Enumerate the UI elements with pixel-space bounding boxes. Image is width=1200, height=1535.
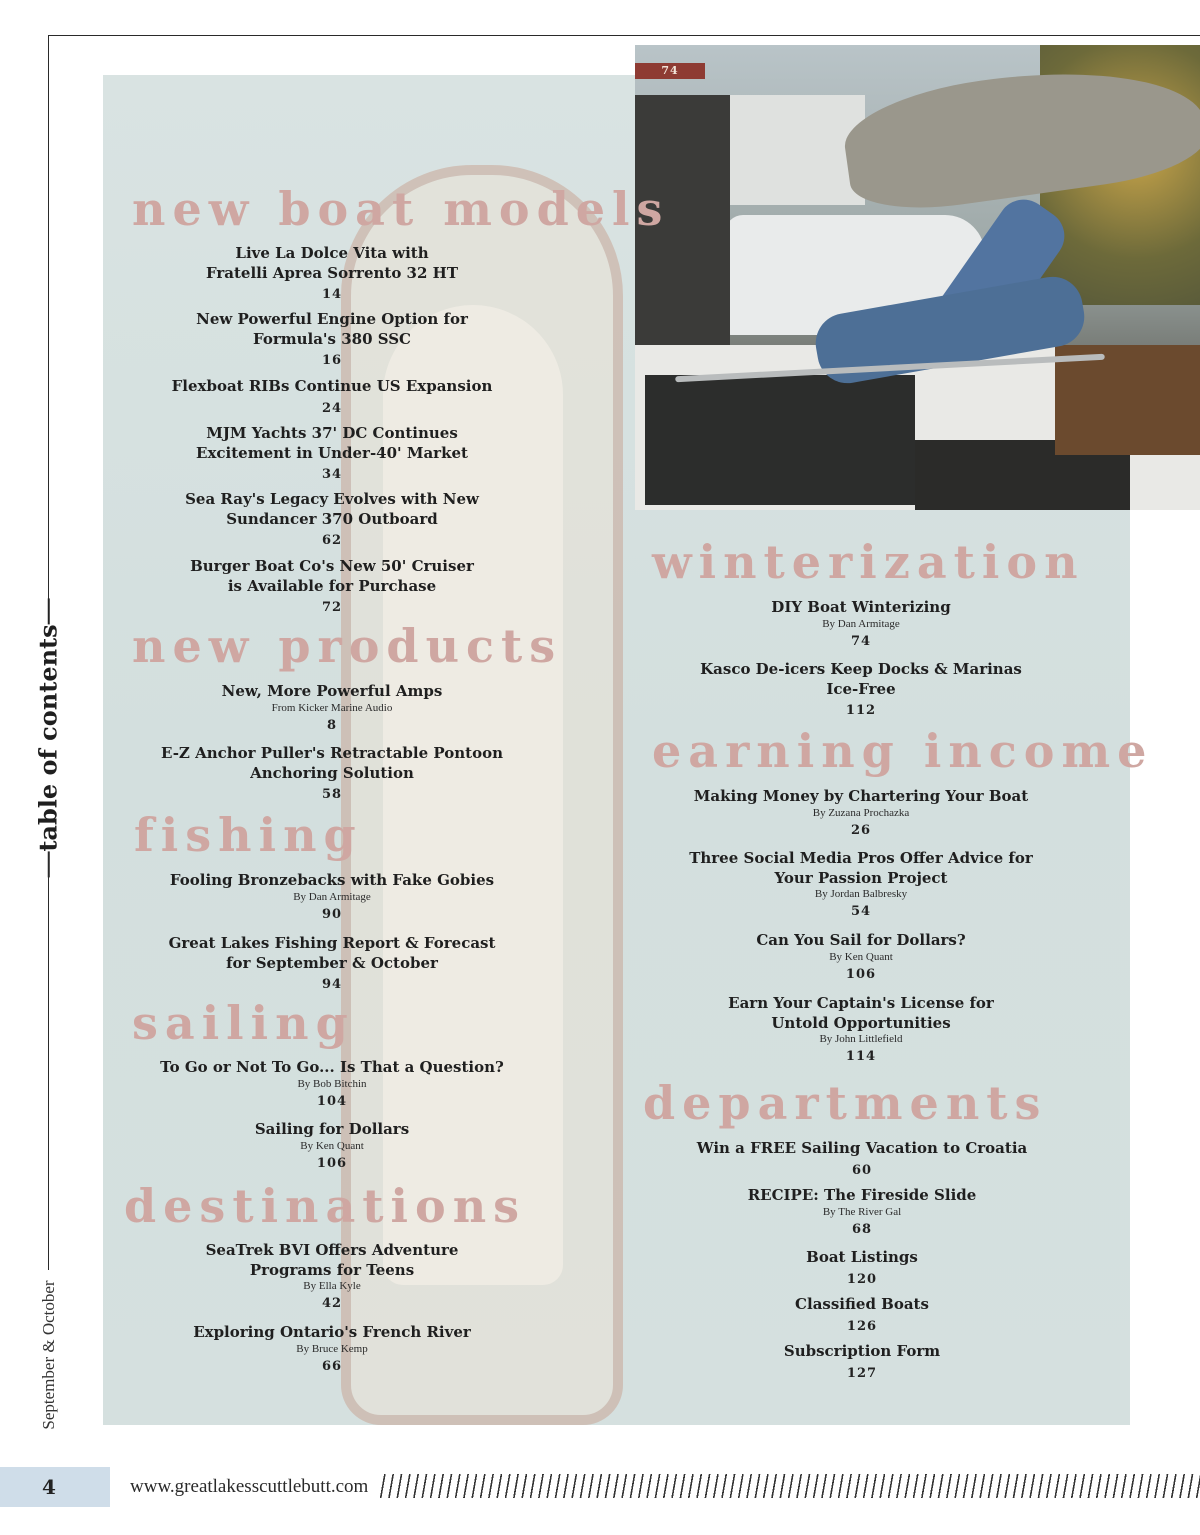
toc-entry[interactable] (206, 244, 458, 302)
toc-entry[interactable] (806, 1248, 918, 1287)
entry-title-line2: Formula's 380 SSC (253, 329, 411, 348)
entry-page: 42 (321, 1296, 343, 1311)
toc-entry[interactable] (748, 1186, 977, 1237)
heading-fishing: fishing (134, 808, 363, 862)
photo-engine-bay (645, 375, 915, 505)
entry-title: Live La Dolce Vita with (235, 244, 429, 262)
toc-entry[interactable] (206, 1241, 459, 1311)
frame-left-rule (48, 35, 49, 615)
entry-title: Subscription Form (783, 1342, 941, 1360)
entry-title: Classified Boats (795, 1295, 929, 1313)
entry-title-line2: Your Passion Project (774, 868, 948, 887)
toc-entry[interactable] (771, 598, 950, 649)
entry-page: 68 (851, 1221, 873, 1237)
entry-byline: By Bob Bitchin (297, 1077, 367, 1090)
toc-entry[interactable] (196, 310, 468, 368)
entry-byline: By Ken Quant (829, 950, 893, 963)
website-link[interactable]: www.greatlakesscuttlebutt.com (130, 1476, 369, 1497)
entry-page: 26 (850, 822, 872, 838)
entry-title: Sea Ray's Legacy Evolves with New (185, 490, 479, 508)
side-title-bar-right (47, 599, 49, 625)
entry-title: Kasco De-icers Keep Docks & Marinas (700, 660, 1022, 678)
entry-title: To Go or Not To Go... Is That a Question? (160, 1058, 504, 1076)
entry-page: 14 (321, 287, 343, 302)
entry-page: 126 (846, 1318, 878, 1334)
toc-entry[interactable] (169, 934, 496, 992)
entry-page: 72 (321, 600, 343, 615)
entry-byline: By John Littlefield (819, 1033, 903, 1045)
entry-page: 66 (321, 1358, 343, 1374)
entry-byline: By Bruce Kemp (296, 1342, 368, 1355)
entry-page: 94 (321, 977, 343, 992)
toc-entry[interactable] (172, 377, 493, 416)
entry-page: 106 (316, 1155, 348, 1171)
toc-entry[interactable] (728, 994, 994, 1064)
entry-byline: By Dan Armitage (822, 617, 900, 630)
toc-entry[interactable] (255, 1120, 409, 1171)
issue-date: September & October (39, 1280, 58, 1430)
side-title (34, 611, 63, 865)
photo-page-ref: 74 (635, 63, 705, 79)
page-number: 4 (42, 1475, 56, 1499)
entry-byline: By Dan Armitage (293, 890, 371, 903)
heading-new-products: new products (132, 619, 563, 673)
entry-page: 127 (846, 1365, 878, 1381)
entry-byline: By Zuzana Prochazka (812, 806, 910, 819)
entry-byline: By Ken Quant (300, 1139, 364, 1152)
heading-sailing: sailing (132, 996, 355, 1050)
entry-title: SeaTrek BVI Offers Adventure (205, 1241, 459, 1259)
entry-title-line2: Fratelli Aprea Sorrento 32 HT (206, 263, 458, 282)
entry-title-line2: Excitement in Under-40' Market (196, 443, 468, 462)
entry-title: Sailing for Dollars (254, 1120, 410, 1138)
entry-title: Boat Listings (806, 1248, 918, 1266)
entry-page: 58 (321, 787, 343, 802)
entry-page: 112 (845, 703, 877, 718)
toc-entry[interactable] (196, 424, 468, 482)
entry-page: 106 (845, 966, 877, 982)
entry-title: Making Money by Chartering Your Boat (693, 787, 1029, 805)
entry-page: 60 (851, 1162, 873, 1178)
toc-entry[interactable] (694, 787, 1028, 838)
photo-wood-trim (1055, 345, 1200, 455)
entry-byline: By The River Gal (822, 1205, 902, 1218)
toc-entry[interactable] (190, 557, 474, 615)
toc-entry[interactable] (795, 1295, 929, 1334)
side-title-text: table of contents (33, 624, 63, 852)
entry-page: 74 (850, 633, 872, 649)
entry-page: 90 (321, 906, 343, 922)
entry-page: 24 (321, 400, 343, 416)
entry-byline: From Kicker Marine Audio (271, 701, 393, 714)
entry-title-line2: is Available for Purchase (227, 576, 437, 595)
frame-top-rule (48, 35, 1200, 36)
entry-byline: By Ella Kyle (303, 1280, 361, 1292)
heading-earning-income: earning income (652, 724, 1154, 778)
entry-title: MJM Yachts 37' DC Continues (206, 424, 458, 442)
toc-entry[interactable] (161, 744, 503, 802)
entry-page: 120 (846, 1271, 878, 1287)
photo-house (715, 95, 865, 205)
toc-entry[interactable] (756, 931, 965, 982)
toc-entry[interactable] (689, 849, 1033, 919)
entry-page: 34 (321, 467, 343, 482)
entry-title-line2: Anchoring Solution (250, 763, 414, 782)
entry-title: RECIPE: The Fireside Slide (747, 1186, 977, 1204)
heading-departments: departments (643, 1076, 1048, 1130)
footer-slash-pattern (380, 1474, 1200, 1498)
toc-entry[interactable] (170, 871, 494, 922)
toc-entry[interactable] (185, 490, 479, 548)
entry-title: Can You Sail for Dollars? (756, 931, 966, 949)
entry-title: E-Z Anchor Puller's Retractable Pontoon (160, 744, 504, 762)
toc-entry[interactable] (700, 660, 1022, 718)
entry-title: Burger Boat Co's New 50' Cruiser (190, 557, 474, 575)
entry-page: 8 (326, 717, 338, 733)
heading-new-boat-models: new boat models (132, 182, 670, 236)
toc-entry[interactable] (160, 1058, 504, 1109)
toc-entry[interactable] (193, 1323, 471, 1374)
entry-title: DIY Boat Winterizing (771, 598, 951, 616)
entry-title-line2: Programs for Teens (249, 1260, 415, 1279)
entry-byline: By Jordan Balbresky (814, 888, 908, 900)
entry-page: 104 (316, 1093, 348, 1109)
entry-page: 54 (850, 904, 872, 919)
toc-entry[interactable] (697, 1139, 1027, 1178)
entry-title: Three Social Media Pros Offer Advice for (689, 849, 1033, 867)
entry-page: 16 (321, 353, 343, 368)
entry-title: New, More Powerful Amps (221, 682, 443, 700)
heading-destinations: destinations (124, 1179, 527, 1233)
entry-title: Great Lakes Fishing Report & Forecast (168, 934, 496, 952)
entry-title: Fooling Bronzebacks with Fake Gobies (169, 871, 495, 889)
entry-page: 62 (321, 533, 343, 548)
issue-date-rule (48, 852, 49, 1270)
toc-entry[interactable] (784, 1342, 940, 1381)
entry-title-line2: Untold Opportunities (771, 1013, 951, 1032)
entry-title: Earn Your Captain's License for (728, 994, 994, 1012)
feature-photo[interactable] (635, 45, 1200, 510)
entry-title-line2: for September & October (226, 953, 438, 972)
entry-title: Win a FREE Sailing Vacation to Croatia (696, 1139, 1028, 1157)
heading-winterization: winterization (652, 535, 1085, 589)
toc-entry[interactable] (222, 682, 443, 733)
entry-page: 114 (845, 1049, 877, 1064)
entry-title-line2: Sundancer 370 Outboard (226, 509, 438, 528)
entry-title-line2: Ice-Free (826, 679, 896, 698)
entry-title: Exploring Ontario's French River (193, 1323, 471, 1341)
entry-title: Flexboat RIBs Continue US Expansion (171, 377, 493, 395)
entry-title: New Powerful Engine Option for (196, 310, 468, 328)
